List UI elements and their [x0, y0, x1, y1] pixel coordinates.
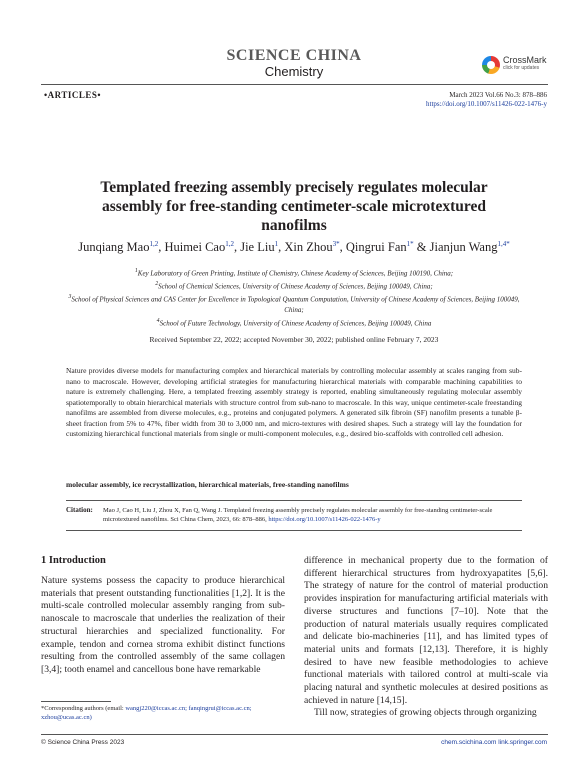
crossmark-label: CrossMark	[503, 55, 547, 65]
article-title: Templated freezing assembly precisely regulates molecular assembly for free-standing centimeter-scale microtextured nanofilms	[100, 179, 488, 234]
citation-label: Citation:	[66, 506, 93, 514]
intro-right-paragraph: difference in mechanical property due to the formation of different hierarchical structures from hydroxyapatites [5,6]. The strategy of nature for the control of material production provides inspiration for manufacturing artificial materials with diverse structures and functions [7–10]. Note that the production of natural materials usually requires complicated and delicate bio-machineries [11], and has limited types of material units and formats [12,13]. Therefore, it is highly desired to have new feasible methodologies to achieve functional materials with tailored control at multi-scale via placing natural and synthetic molecules at desired positions as achieved in nature [14,15].	[304, 555, 548, 706]
citation-doi-link[interactable]: https://doi.org/10.1007/s11426-022-1476-y	[268, 516, 381, 523]
citation-rule-top	[66, 500, 522, 501]
copyright: © Science China Press 2023	[41, 739, 125, 746]
author: Huimei Cao$^{1,2}$	[164, 240, 234, 255]
affiliation: $^2$School of Chemical Sciences, University of Chinese Academy of Sciences, Beijing 100049, China;	[155, 281, 433, 291]
abstract: Nature provides diverse models for manufacturing complex and hierarchical materials by controlling molecular assembly at scales ranging from sub-nano to macroscale. However, developing artificial strategies for manufacturing hierarchical materials with comparable machining capabilities to nature is extremely challenging. Here, a templated freezing assembly strategy is reported, enabling simultaneously regulating molecular assembly spatiotemporally to obtain hierarchical materials with structure control from sub-nano to macroscale. In this way, unique centimeter-scale freestanding nanofilms are assembled from diverse molecules, e.g., proteins and conjugated polymers. A generated silk fibroin (SF) nanofilm presents a tunable β-sheet fraction from 5% to 47%, fiber width from 30 to 3,000 nm, and micro-textures with desired shapes. Such a strategy will lay the foundation for customizing hierarchical functional materials from single or multi-component molecules, e.g., desired bio-scaffolds with controlled cell adhesion.	[66, 366, 522, 438]
affiliation: $^3$School of Physical Sciences and CAS Center for Excellence in Topological Quantum Computation, University of Chinese Academy of Sciences, Beijing 100049, China;	[68, 294, 520, 315]
footnote-rule	[41, 701, 111, 702]
citation-rule-bottom	[66, 530, 522, 531]
crossmark-sublabel: click for updates	[503, 65, 540, 71]
footer-rule	[41, 734, 548, 735]
corresponding-authors-footnote: *Corresponding authors (email: wangj220@iccas.ac.cn; fanqingrui@iccas.ac.cn; xzhou@ucas.ac.cn)	[41, 705, 252, 721]
affiliation: $^1$Key Laboratory of Green Printing, Institute of Chemistry, Chinese Academy of Sciences, Beijing 100190, China;	[134, 268, 454, 278]
intro-right-paragraph-2: Till now, strategies of growing objects through organizing	[314, 707, 537, 719]
intro-left-column: Nature systems possess the capacity to produce hierarchical materials that present outstanding functionalities [1,2]. It is the multi-scale controlled molecular assembly ranging from sub-nanoscale to macroscale that underlies the realization of their structural hierarchies and specialized functionality. For example, tendon and cornea stroma exhibit distinct functions resulting from the controlled assembly of the same collagen [3,4]; tooth enamel and cancellous bone have remarkable	[41, 575, 285, 675]
author-list: Junqiang Mao$^{1,2}$, Huimei Cao$^{1,2}$, Jie Liu$^1$, Xin Zhou$^{3*}$, Qingrui Fan$^{1*}$ & Jianjun Wang$^{1,4*}$	[78, 240, 510, 255]
author: Xin Zhou$^{3*}$	[284, 240, 340, 255]
doi-link[interactable]: https://doi.org/10.1007/s11426-022-1476-y	[426, 100, 547, 108]
author: Junqiang Mao$^{1,2}$	[78, 240, 159, 255]
intro-right-column	[304, 555, 548, 720]
author: Jie Liu$^1$	[240, 240, 279, 255]
citation-text: Mao J, Cao H, Liu J, Zhou X, Fan Q, Wang J. Templated freezing assembly precisely regulates molecular assembly for free-standing centimeter-scale microtextured nanofilms. Sci China Chem, 2023, 66: 878–886, https://doi.org/10.1007/s11426-022-1476-y	[103, 507, 493, 523]
section-heading: 1 Introduction	[41, 555, 106, 566]
issue-info: March 2023 Vol.66 No.3: 878–886	[449, 91, 547, 99]
crossmark-icon	[482, 56, 500, 74]
keywords: molecular assembly, ice recrystallization, hierarchical materials, free-standing nanofilms	[66, 480, 349, 489]
received-dates: Received September 22, 2022; accepted November 30, 2022; published online February 7, 2023	[149, 335, 439, 344]
article-type: •ARTICLES•	[44, 90, 102, 100]
footer-links[interactable]: chem.scichina.com link.springer.com	[441, 739, 547, 746]
email-links[interactable]: wangj220@iccas.ac.cn; fanqingrui@iccas.ac.cn; xzhou@ucas.ac.cn)	[41, 705, 252, 721]
journal-title: SCIENCE CHINA	[226, 47, 362, 64]
author: Qingrui Fan$^{1*}$	[345, 240, 414, 255]
crossmark-badge[interactable]	[482, 56, 552, 78]
author: Jianjun Wang$^{1,4*}$	[429, 240, 510, 255]
affiliation: $^4$School of Future Technology, University of Chinese Academy of Sciences, Beijing 100049, China	[156, 318, 432, 328]
journal-section: Chemistry	[264, 64, 324, 79]
header-rule	[41, 84, 548, 85]
